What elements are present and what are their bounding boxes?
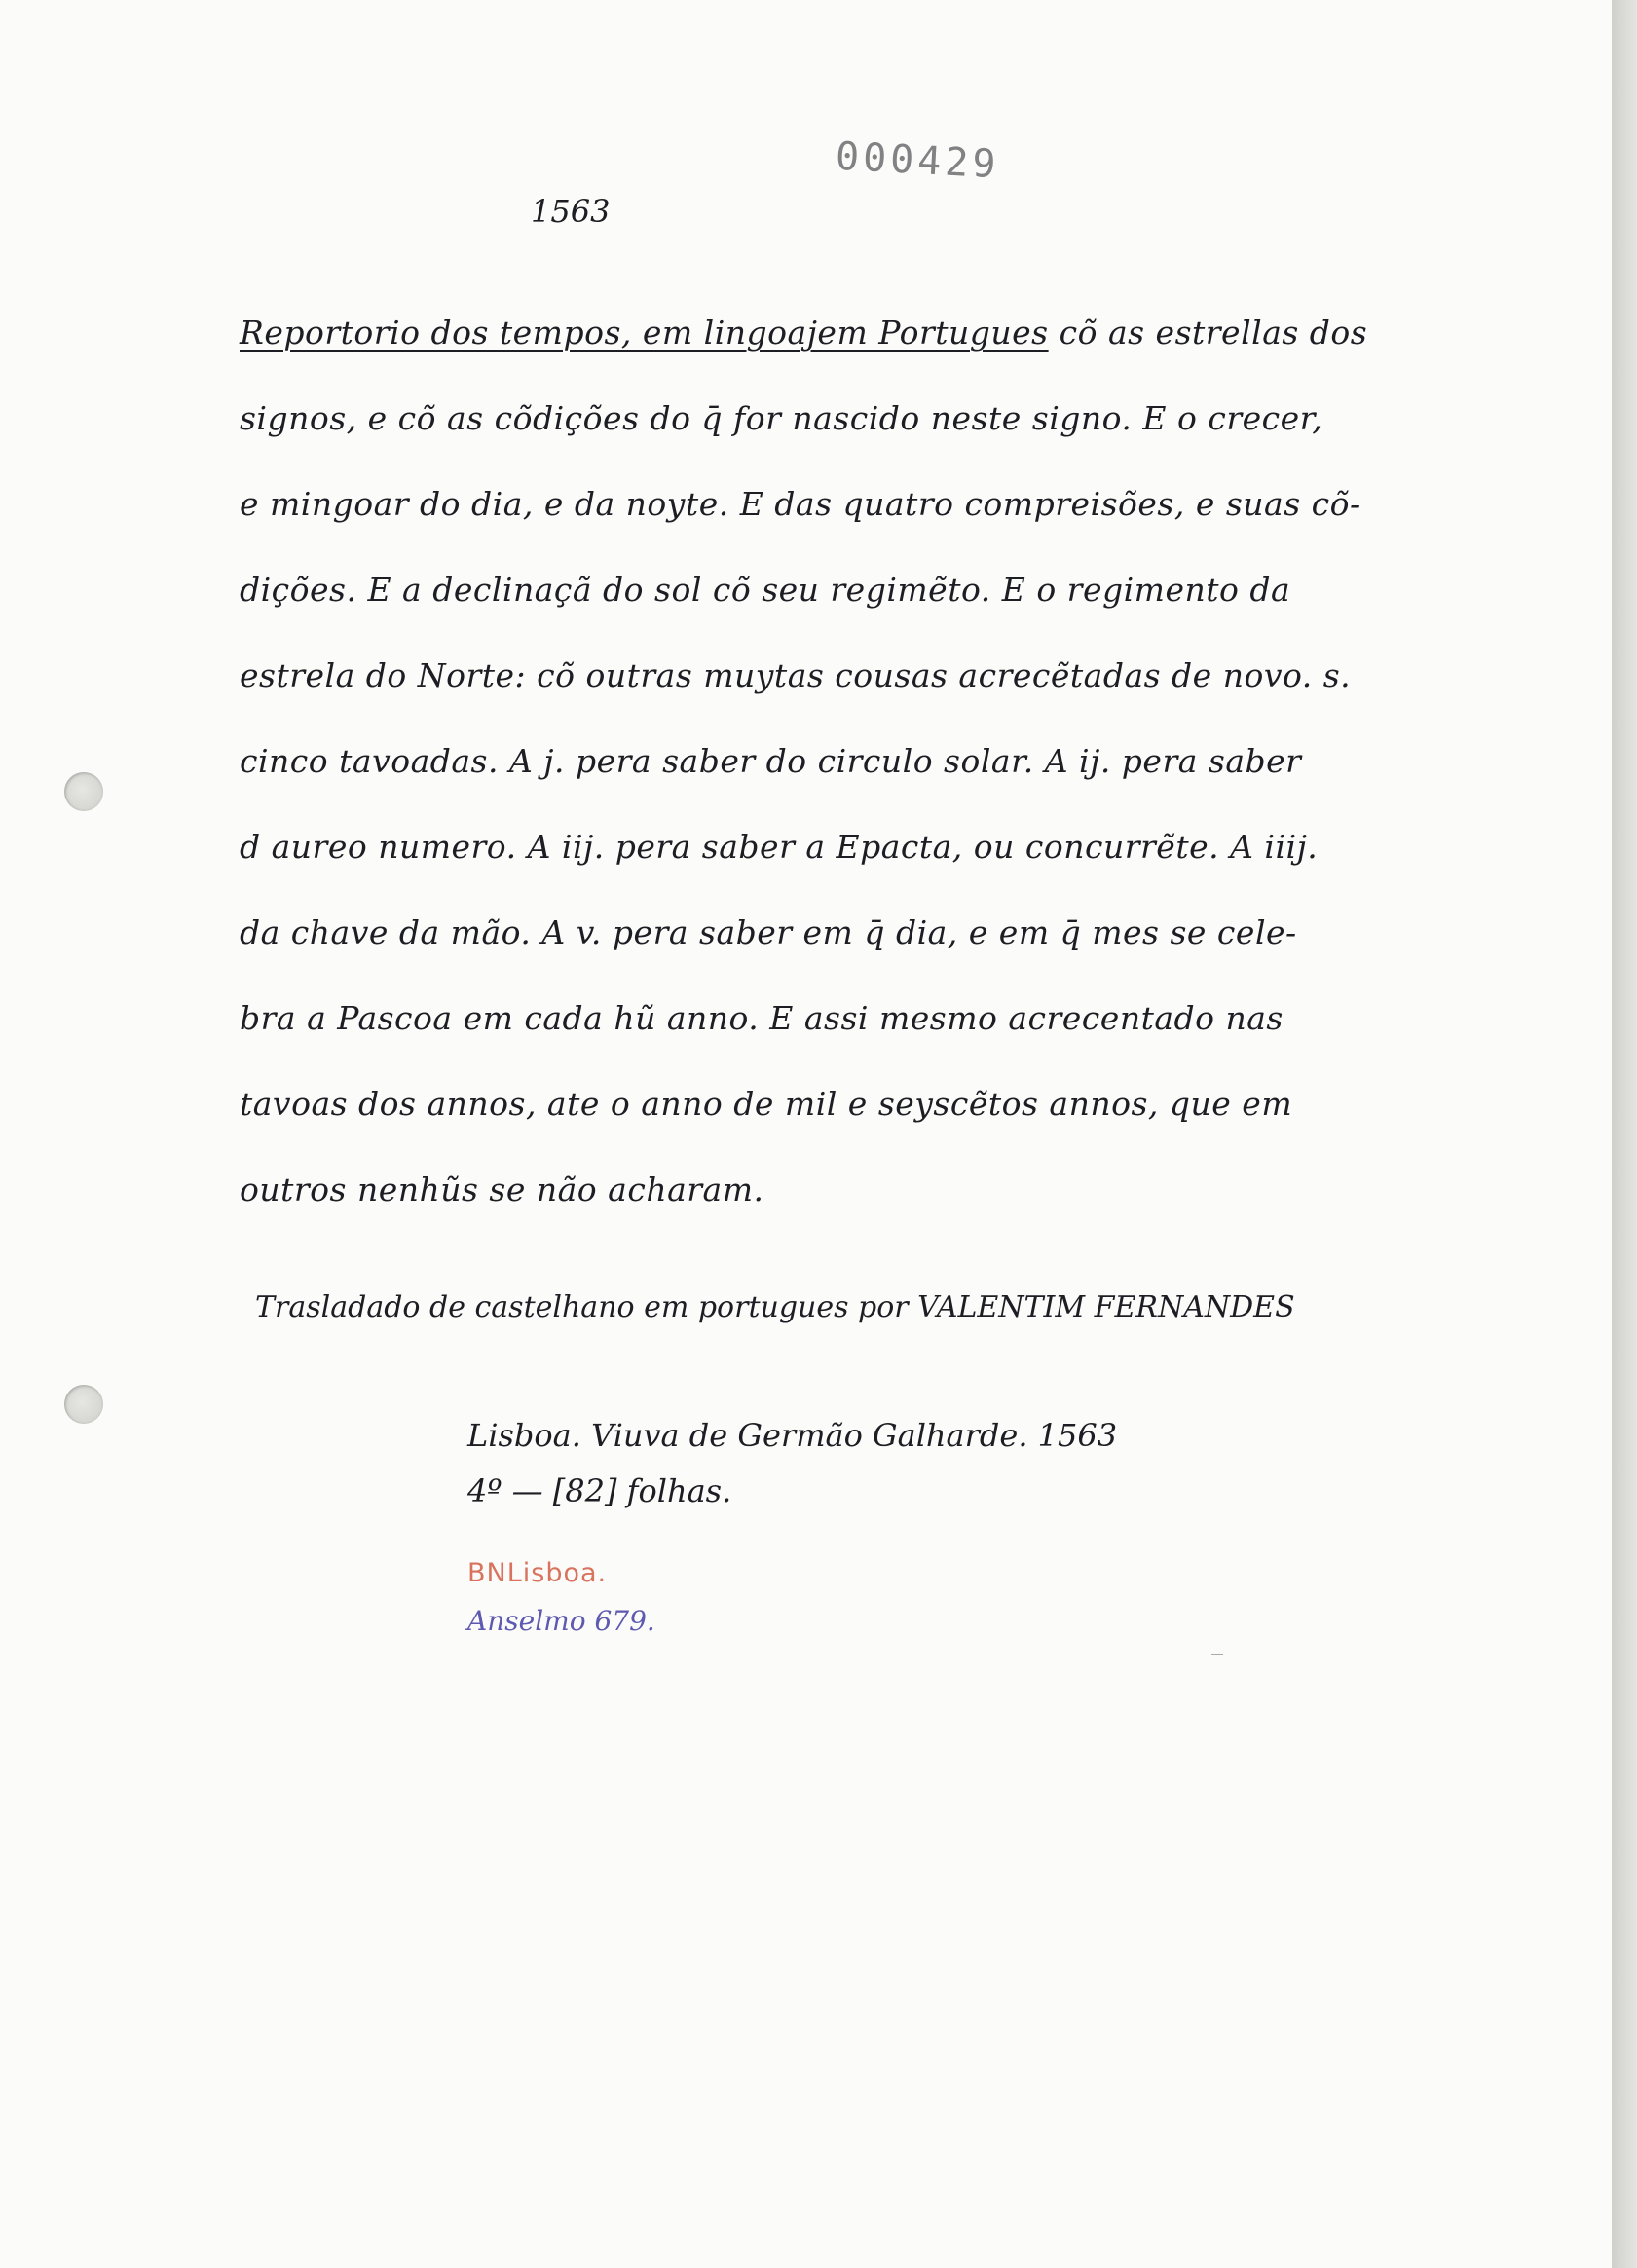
year-heading: 1563 — [531, 193, 611, 230]
punch-hole — [64, 772, 103, 811]
text-line: e mingoar do dia, e da noyte. E das quatro compreisões, e suas cõ- — [240, 485, 1361, 523]
text-line-rest: cõ as estrellas dos — [1048, 314, 1368, 352]
text-line: signos, e cõ as cõdições do q̄ for nascido neste signo. E o crecer, — [240, 399, 1323, 437]
catalog-reference: Anselmo 679. — [467, 1605, 655, 1637]
translator-line: Trasladado de castelhano em portugues por VALENTIM FERNANDES — [255, 1290, 1295, 1324]
text-line: outros nenhũs se não acharam. — [240, 1171, 764, 1208]
paper-speck — [1211, 1654, 1223, 1655]
text-line: da chave da mão. A v. pera saber em q̄ dia, e em q̄ mes se cele- — [240, 913, 1297, 951]
format-line: 4º — [82] folhas. — [467, 1472, 732, 1509]
text-line: cinco tavoadas. A j. pera saber do circulo solar. A ij. pera saber — [240, 742, 1302, 780]
text-line — [240, 314, 1367, 352]
punch-hole — [64, 1385, 103, 1424]
text-line: tavoas dos annos, ate o anno de mil e seyscẽtos annos, que em — [240, 1085, 1293, 1123]
book-title: Reportorio dos tempos, em lingoajem Portugues — [240, 314, 1049, 352]
text-line: estrela do Norte: cõ outras muytas cousas acrecẽtadas de novo. s. — [240, 656, 1352, 694]
text-line: d aureo numero. A iij. pera saber a Epacta, ou concurrẽte. A iiij. — [240, 828, 1319, 866]
text-line: bra a Pascoa em cada hũ anno. E assi mesmo acrecentado nas — [240, 999, 1284, 1037]
page-edge — [1612, 0, 1637, 2268]
archive-stamp-number: 000429 — [834, 133, 1001, 188]
library-note: BNLisboa. — [467, 1558, 608, 1588]
text-line: dições. E a declinaçã do sol cõ seu regimẽto. E o regimento da — [240, 571, 1291, 609]
imprint-line: Lisboa. Viuva de Germão Galharde. 1563 — [467, 1417, 1118, 1454]
